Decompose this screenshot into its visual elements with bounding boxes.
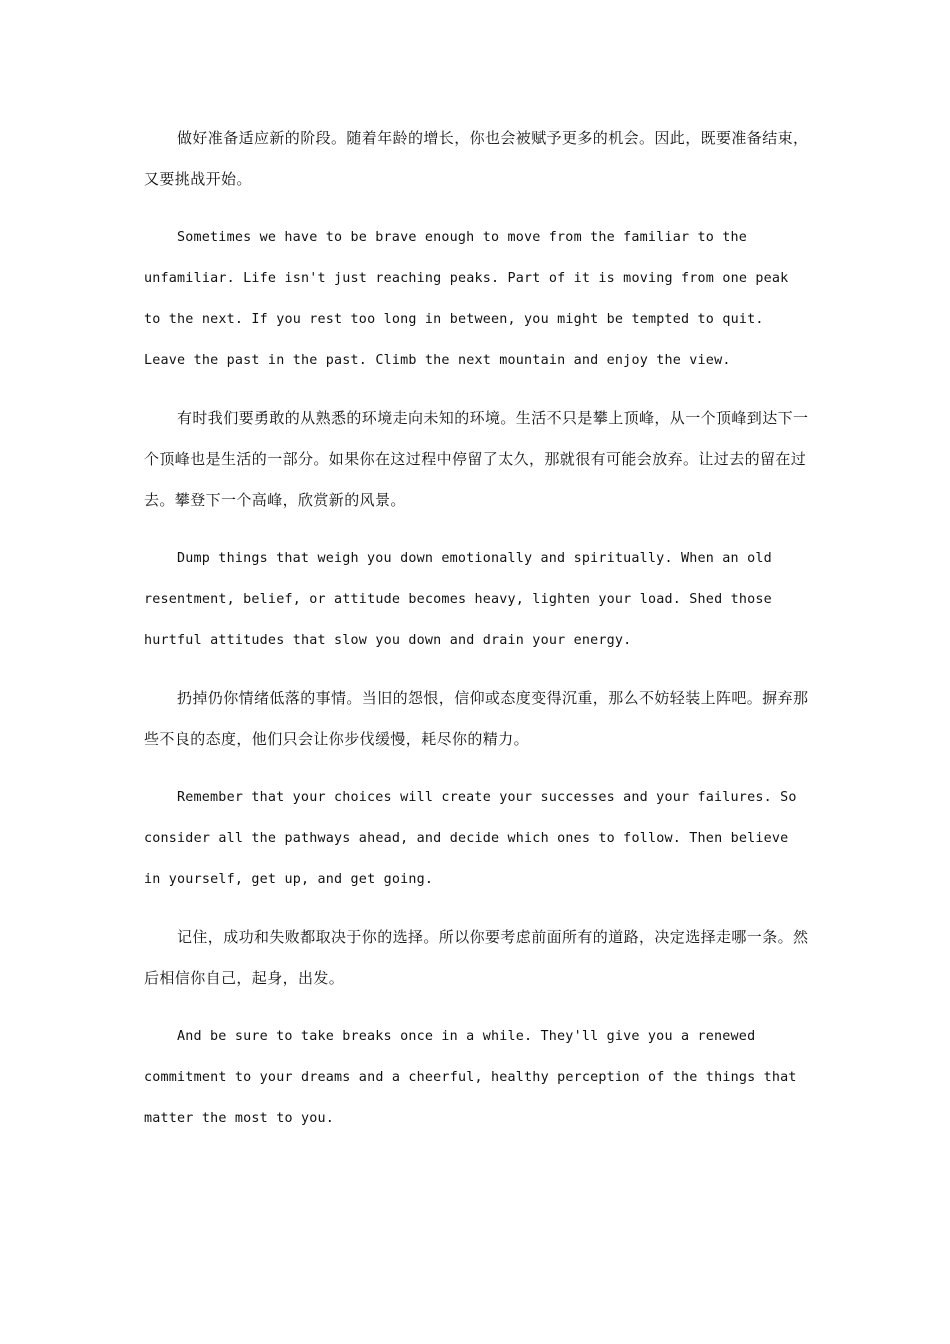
paragraph-en-1: Sometimes we have to be brave enough to move from the familiar to the unfamiliar. Life isn't just reaching peaks. Part of it is moving from one peak to the next. If you rest too long in between, you might be tempted to quit. Leave the past in the past. Climb the next mountain and enjoy the view. — [144, 230, 789, 368]
document-body — [144, 118, 812, 1156]
paragraph-zh-1: 做好准备适应新的阶段。随着年龄的增长，你也会被赋予更多的机会。因此，既要准备结束，又要挑战开始。 — [144, 129, 809, 188]
paragraph-zh-4: 记住，成功和失败都取决于你的选择。所以你要考虑前面所有的道路，决定选择走哪一条。然后相信你自己，起身，出发。 — [144, 928, 809, 987]
paragraph-en-2: Dump things that weigh you down emotionally and spiritually. When an old resentment, belief, or attitude becomes heavy, lighten your load. Shed those hurtful attitudes that slow you down and drain your energy. — [144, 551, 772, 648]
paragraph-en-3: Remember that your choices will create your successes and your failures. So consider all the pathways ahead, and decide which ones to follow. Then believe in yourself, get up, and get going. — [144, 790, 797, 887]
paragraph-en-4: And be sure to take breaks once in a while. They'll give you a renewed commitment to your dreams and a cheerful, healthy perception of the things that matter the most to you. — [144, 1029, 797, 1126]
paragraph-zh-3: 扔掉仍你情绪低落的事情。当旧的怨恨，信仰或态度变得沉重，那么不妨轻装上阵吧。摒弃那些不良的态度，他们只会让你步伐缓慢，耗尽你的精力。 — [144, 689, 809, 748]
paragraph-zh-2: 有时我们要勇敢的从熟悉的环境走向未知的环境。生活不只是攀上顶峰，从一个顶峰到达下一个顶峰也是生活的一部分。如果你在这过程中停留了太久，那就很有可能会放弃。让过去的留在过去。攀登下一个高峰，欣赏新的风景。 — [144, 409, 809, 509]
